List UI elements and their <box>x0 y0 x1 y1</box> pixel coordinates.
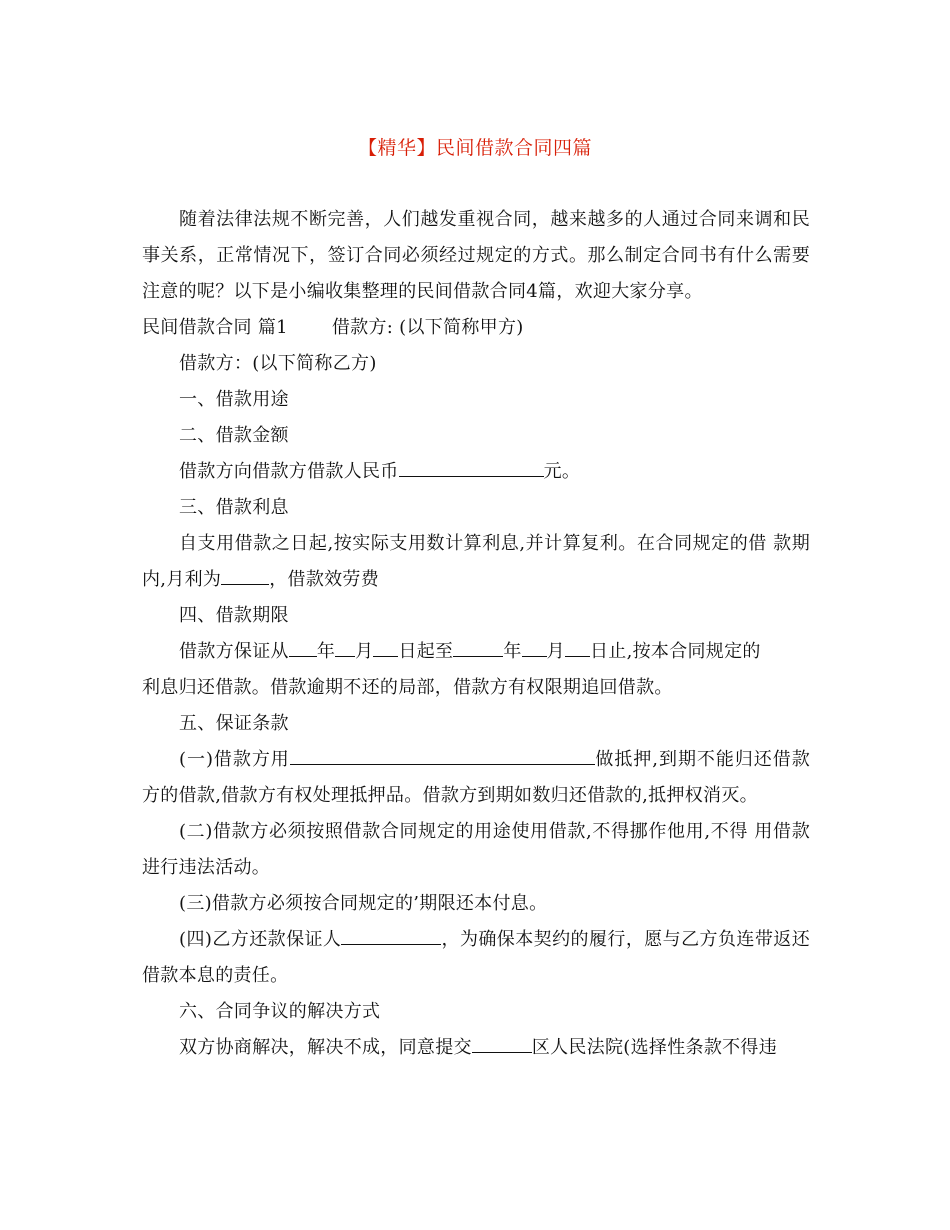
guarantee-1 <box>142 742 810 814</box>
term-clause-cont: 利息归还借款。借款逾期不还的局部，借款方有权限期追回借款。 <box>142 677 673 698</box>
month-label-2: 月 <box>546 641 565 662</box>
guarantor-blank <box>341 924 441 945</box>
document-body <box>142 202 810 1066</box>
day-from-label: 日起至 <box>398 641 454 662</box>
section-heading-line <box>142 310 810 346</box>
year-label: 年 <box>316 641 336 662</box>
guarantee-3: (三)借款方必须按合同规定的’期限还本付息。 <box>179 893 548 914</box>
section-title: 民间借款合同 篇1 <box>142 317 288 338</box>
amount-pre: 借款方向借款方借款人民币 <box>179 461 399 482</box>
title-main: 民间借款合同四篇 <box>436 137 593 159</box>
heading-dispute: 六、合同争议的解决方式 <box>179 1001 381 1022</box>
party-b: 借款方：(以下简称乙方) <box>179 353 377 374</box>
dispute-clause <box>142 1030 810 1066</box>
g4-post: ，为确保本契约的履行，愿与乙方负连带返还借款本息的责任。 <box>142 929 811 986</box>
to-day-blank <box>565 636 590 657</box>
year-label-2: 年 <box>503 641 522 662</box>
dispute-pre: 双方协商解决，解决不成，同意提交 <box>179 1037 472 1058</box>
g4-pre: (四)乙方还款保证人 <box>179 929 342 950</box>
court-blank <box>472 1032 532 1053</box>
heading-purpose: 一、借款用途 <box>179 389 289 410</box>
heading-interest: 三、借款利息 <box>179 497 289 518</box>
amount-clause <box>142 454 810 490</box>
amount-blank <box>399 456 544 477</box>
title-prefix: 【精华】 <box>357 137 436 159</box>
collateral-blank <box>290 744 595 765</box>
day-to-label: 日止,按本合同规定的 <box>589 641 761 662</box>
party-a: 借款方: (以下简称甲方) <box>331 317 524 338</box>
heading-term: 四、借款期限 <box>179 605 289 626</box>
interest-blank <box>221 564 269 585</box>
dispute-post: 区人民法院(选择性条款不得违 <box>531 1037 778 1058</box>
intro-paragraph: 随着法律法规不断完善，人们越发重视合同，越来越多的人通过合同来调和民事关系，正常情况下，签订合同必须经过规定的方式。那么制定合同书有什么需要注意的呢？以下是小编收集整理的民间借款合同4篇，欢迎大家分享。 <box>142 209 810 302</box>
term-clause <box>142 634 810 670</box>
g1-pre: (一)借款方用 <box>179 749 290 770</box>
from-month-blank <box>335 636 355 657</box>
to-year-blank <box>453 636 503 657</box>
from-year-blank <box>289 636 317 657</box>
page-title <box>0 136 950 160</box>
g1-post: 做抵押,到期不能归还借款方的借款,借款方有权处理抵押品。借款方到期如数归还借款的,抵押权消灭。 <box>142 749 810 806</box>
interest-post: ，借款效劳费 <box>269 569 380 590</box>
from-day-blank <box>373 636 398 657</box>
amount-post: 元。 <box>543 461 581 482</box>
guarantee-2: (二)借款方必须按照借款合同规定的用途使用借款,不得挪作他用,不得 用借款进行违法活动。 <box>142 821 810 878</box>
interest-pre: 自支用借款之日起,按实际支用数计算利息,并计算复利。在合同规定的借 款期内,月利为 <box>142 533 810 590</box>
guarantee-4 <box>142 922 810 994</box>
term-from-label: 借款方保证从 <box>179 641 289 662</box>
interest-clause <box>142 526 810 598</box>
heading-guarantee: 五、保证条款 <box>179 713 289 734</box>
month-label: 月 <box>355 641 374 662</box>
to-month-blank <box>522 636 547 657</box>
heading-amount: 二、借款金额 <box>179 425 289 446</box>
